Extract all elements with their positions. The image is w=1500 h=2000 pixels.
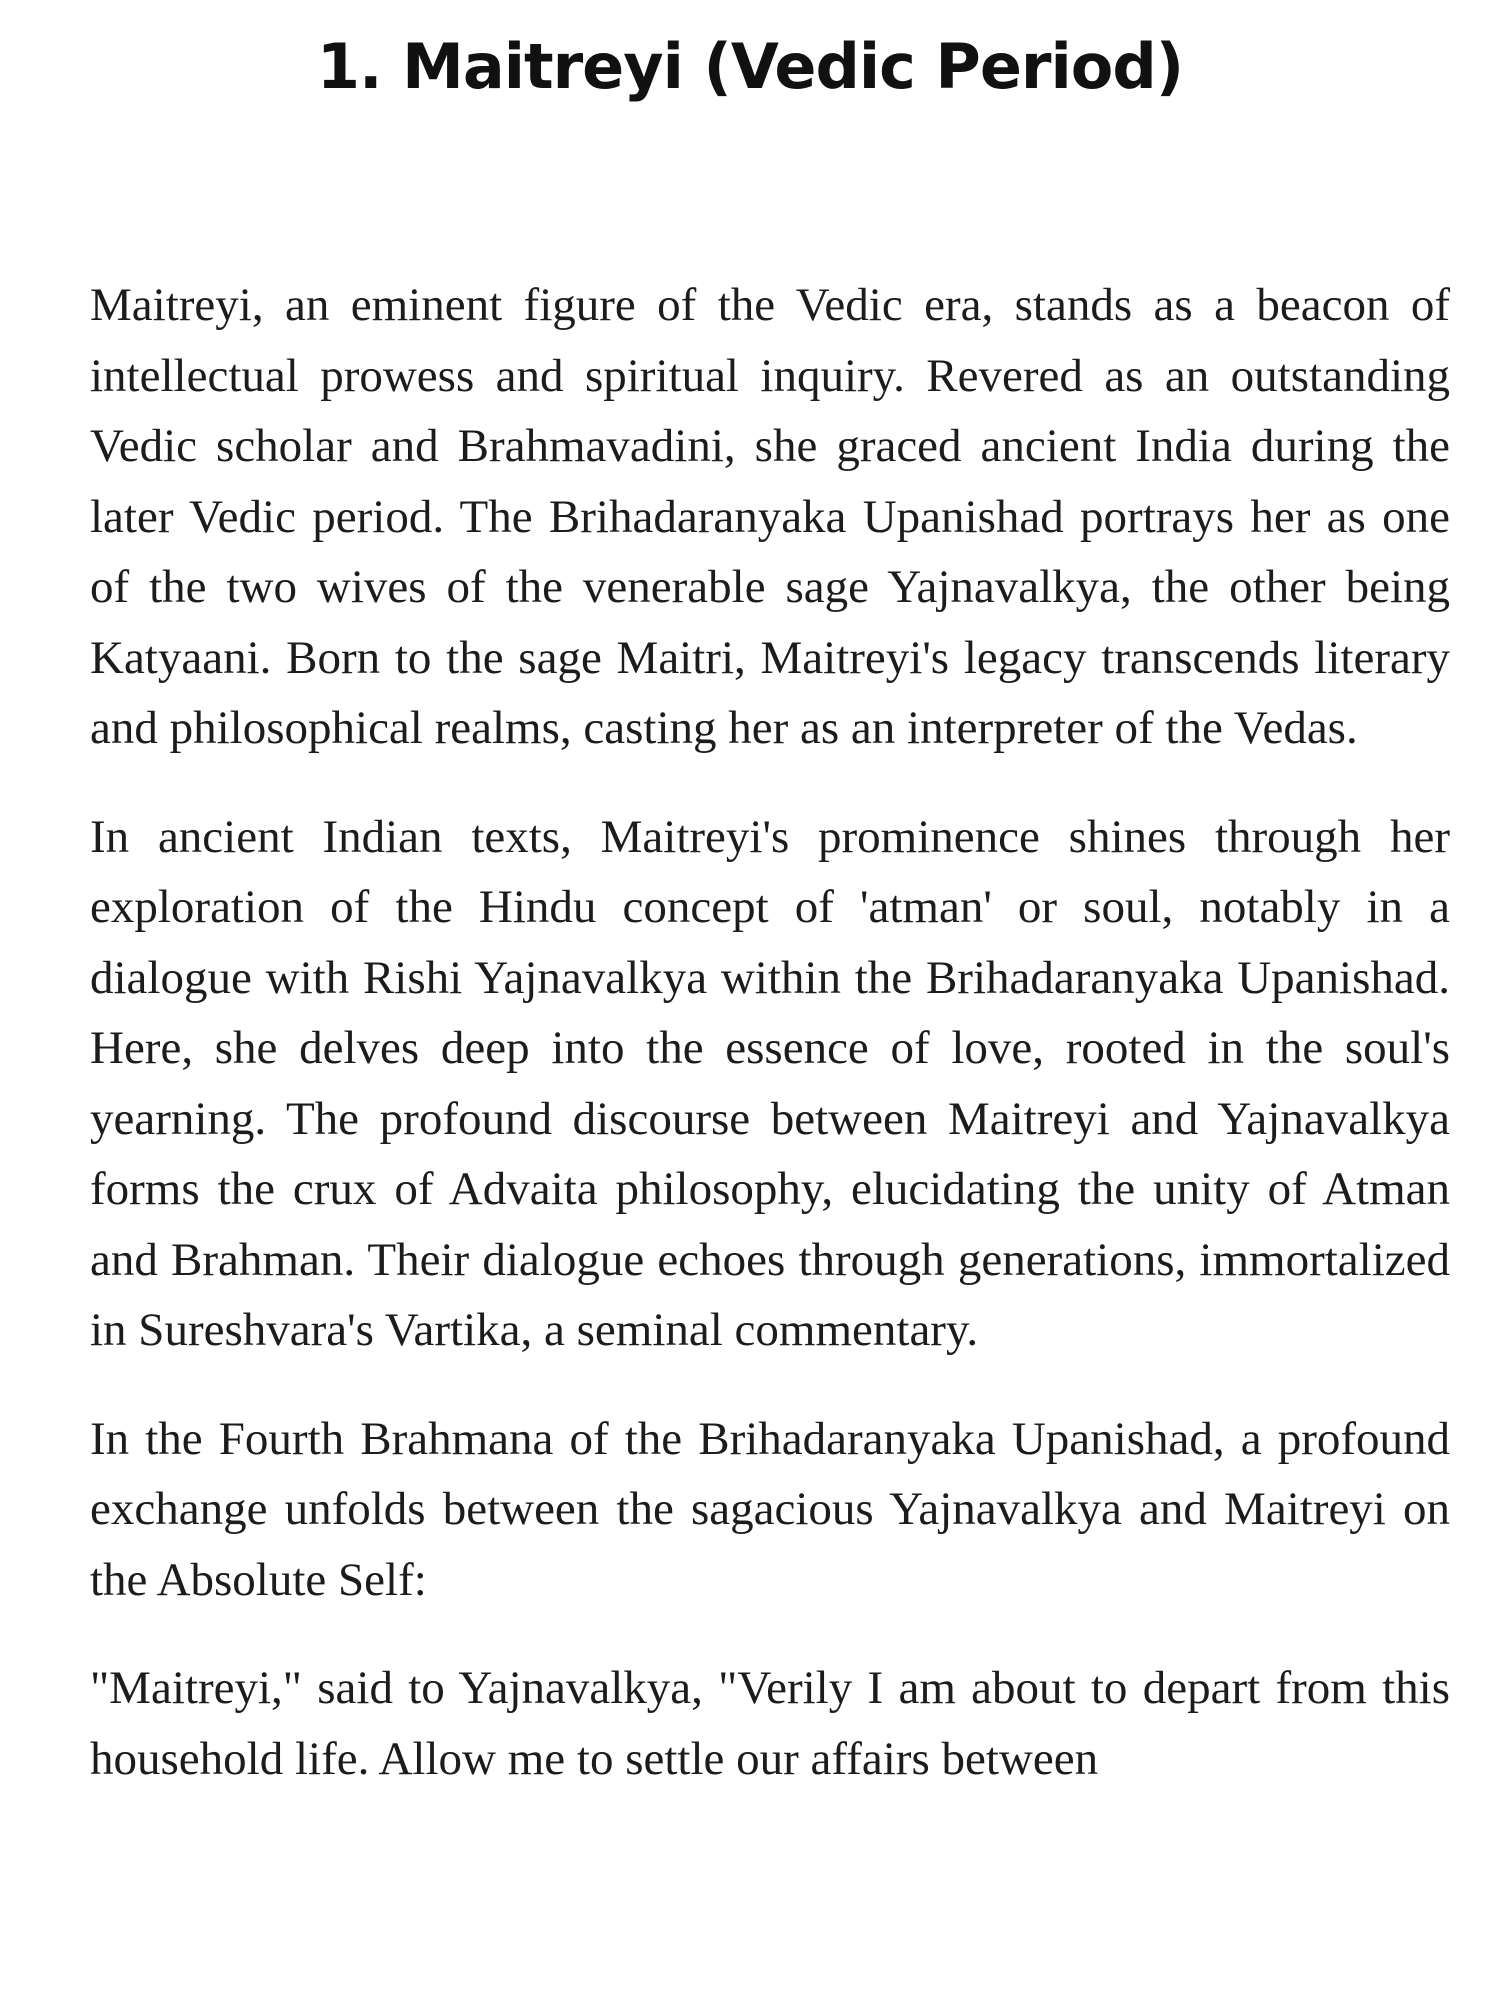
paragraph-atman: In ancient Indian texts, Maitreyi's prominence shines through her exploration of the Hindu concept of 'atman' or soul, notably in a dialogue with Rishi Yajnavalkya within the Brihadaranyaka Upanishad. Here, she delves deep into the essence of love, rooted in the soul's yearning. The profound discourse between Maitreyi and Yajnavalkya forms the crux of Advaita philosophy, elucidating the unity of Atman and Brahman. Their dialogue echoes through generations, immortalized in Sureshvara's Vartika, a seminal commentary. bbox=[90, 810, 1450, 1356]
paragraph-intro: Maitreyi, an eminent figure of the Vedic era, stands as a beacon of intellectual prowess and spiritual inquiry. Revered as an outstanding Vedic scholar and Brahmavadini, she graced ancient India during the later Vedic period. The Brihadaranyaka Upanishad portrays her as one of the two wives of the venerable sage Yajnavalkya, the other being Katyaani. Born to the sage Maitri, Maitreyi's legacy transcends literary and philosophical realms, casting her as an interpreter of the Vedas. bbox=[90, 279, 1450, 754]
paragraph-dialogue: "Maitreyi," said to Yajnavalkya, "Verily I am about to depart from this household life. Allow me to settle our affairs between bbox=[90, 1662, 1450, 1785]
article-body bbox=[90, 270, 1450, 1794]
page-title: 1. Maitreyi (Vedic Period) bbox=[316, 30, 1184, 103]
paragraph-fourth-brahmana: In the Fourth Brahmana of the Brihadaranyaka Upanishad, a profound exchange unfolds between the sagacious Yajnavalkya and Maitreyi on the Absolute Self: bbox=[90, 1412, 1450, 1606]
